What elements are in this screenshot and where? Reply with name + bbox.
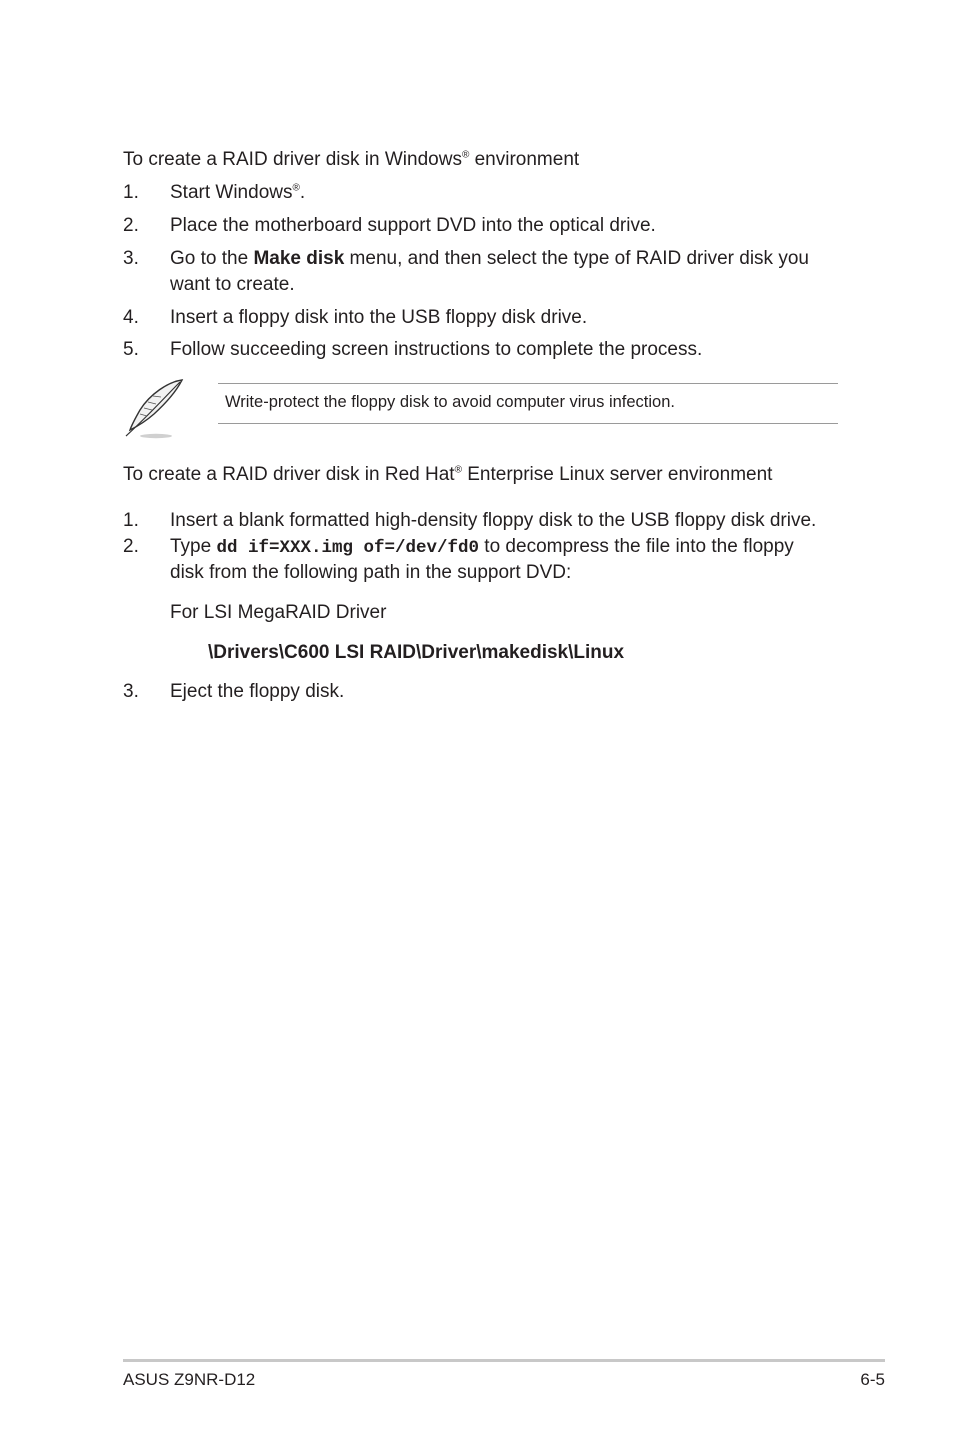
step-text: Go to the [170, 248, 254, 269]
linux-heading-tail: Enterprise Linux server environment [461, 464, 773, 485]
note-text: Write-protect the floppy disk to avoid computer virus infection. [225, 393, 675, 411]
step-number: 3. [123, 681, 139, 702]
step-text: Type [170, 536, 217, 557]
step-number: 5. [123, 339, 139, 360]
registered-mark: ® [461, 149, 470, 161]
step-text: Follow succeeding screen instructions to complete the process. [170, 339, 703, 360]
registered-mark: ® [454, 464, 462, 476]
step-text-continued: to decompress the file into the floppy [479, 536, 794, 557]
step-text: Insert a blank formatted high-density floppy disk to the USB floppy disk drive. [170, 510, 817, 531]
step-number: 1. [123, 182, 139, 203]
linux-heading-text: To create a RAID driver disk in Red Hat [123, 464, 455, 485]
windows-step-3-line2: want to create. [170, 274, 295, 295]
step-number: 3. [123, 248, 139, 269]
step-tail: . [299, 182, 306, 203]
note-top-rule [218, 383, 838, 384]
step-number: 2. [123, 215, 139, 236]
step-text: Start Windows [170, 182, 293, 203]
driver-path: \Drivers\C600 LSI RAID\Driver\makedisk\Linux [208, 642, 625, 663]
step-number: 4. [123, 307, 139, 328]
footer-model-name: ASUS Z9NR-D12 [123, 1370, 256, 1389]
step-number: 1. [123, 510, 139, 531]
dd-command-code: dd if=XXX.img of=/dev/fd0 [216, 538, 480, 558]
windows-section-heading [123, 150, 579, 169]
footer-page-number: 6-5 [860, 1370, 885, 1389]
feather-pen-icon [120, 376, 194, 442]
step-number: 2. [123, 536, 139, 557]
footer-rule [123, 1359, 885, 1362]
linux-section-heading [123, 465, 772, 484]
step-text: Eject the floppy disk. [170, 681, 345, 702]
step-text-continued: menu, and then select the type of RAID driver disk you [344, 248, 809, 269]
windows-heading-tail: environment [469, 149, 580, 170]
windows-heading-text: To create a RAID driver disk in Windows [123, 149, 462, 170]
linux-step-2-line2: disk from the following path in the support DVD: [170, 562, 572, 583]
step-text: Insert a floppy disk into the USB floppy disk drive. [170, 307, 588, 328]
registered-mark: ® [292, 182, 300, 194]
make-disk-menu-name: Make disk [253, 248, 345, 269]
step-text: Place the motherboard support DVD into the optical drive. [170, 215, 656, 236]
note-bottom-rule [218, 423, 838, 424]
driver-label: For LSI MegaRAID Driver [170, 602, 387, 623]
